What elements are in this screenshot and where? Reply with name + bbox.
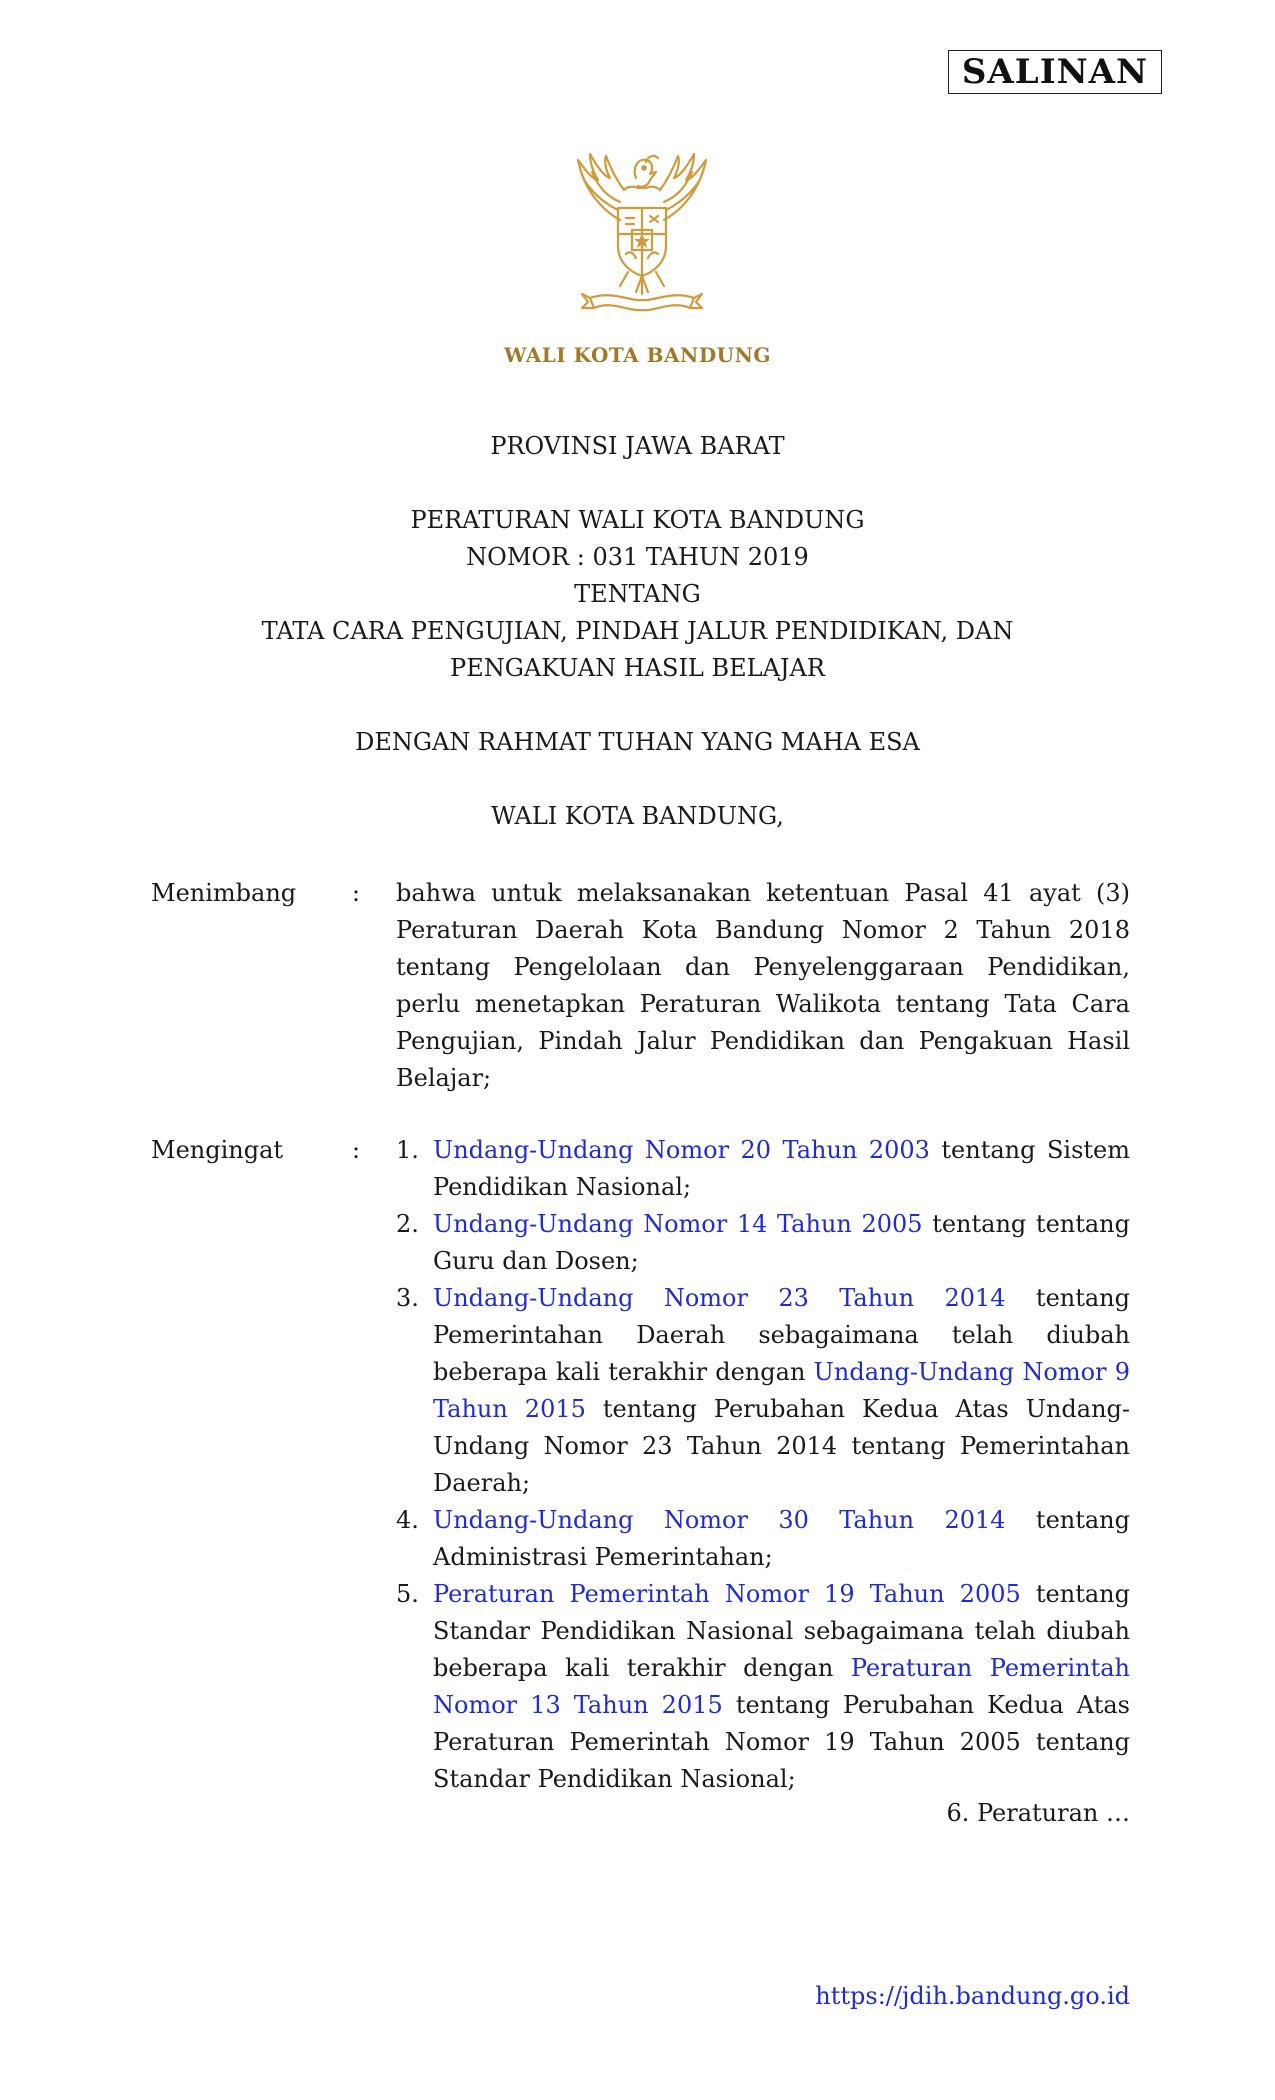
item-text: tentang tentang Guru dan Dosen; [433, 1210, 1131, 1275]
item-number: 5. [396, 1580, 419, 1608]
amendment-reference-link[interactable]: Undang-Undang Nomor 9 Tahun 2015 [433, 1358, 1131, 1423]
item-text: tentang Sistem Pendidikan Nasional; [433, 1136, 1131, 1201]
title-line-2: PENGAKUAN HASIL BELAJAR [450, 654, 825, 682]
item-number: 1. [396, 1136, 419, 1164]
item-text: tentang Perubahan Kedua Atas Undang-Undang Nomor 23 Tahun 2014 tentang Pemerintahan Daerah; [433, 1395, 1130, 1497]
about-heading: TENTANG [574, 580, 701, 608]
item-number: 3. [396, 1284, 419, 1312]
menimbang-text: bahwa untuk melaksanakan ketentuan Pasal 41 ayat (3) Peraturan Daerah Kota Bandung Nomor 2 Tahun 2018 tentang Pengelolaan dan Penyelenggaraan Pendidikan, perlu menetapkan Peraturan Walikota tentang Tata Cara Pengujian, Pindah Jalur Pendidikan dan Pengakuan Hasil Belajar; [396, 879, 1130, 1092]
mengingat-label: Mengingat [151, 1136, 284, 1164]
garuda-emblem-icon [562, 150, 722, 320]
issuer-heading: WALI KOTA BANDUNG, [491, 802, 784, 830]
menimbang-colon: : [352, 879, 361, 907]
seal-label: WALI KOTA BANDUNG [504, 343, 771, 367]
item-number: 4. [396, 1506, 419, 1534]
title-line-1: TATA CARA PENGUJIAN, PINDAH JALUR PENDIDIKAN, DAN [261, 617, 1014, 645]
mengingat-item-4 [396, 1502, 1130, 1576]
law-reference-link[interactable]: Peraturan Pemerintah Nomor 19 Tahun 2005 [433, 1580, 1021, 1608]
footer-url-link[interactable]: https://jdih.bandung.go.id [815, 1982, 1130, 2010]
province-heading: PROVINSI JAWA BARAT [490, 432, 785, 460]
salinan-stamp: SALINAN [948, 50, 1162, 94]
mengingat-item-5 [396, 1576, 1130, 1798]
page-continuation: 6. Peraturan … [946, 1799, 1130, 1827]
mengingat-colon: : [352, 1136, 361, 1164]
law-reference-link[interactable]: Undang-Undang Nomor 23 Tahun 2014 [433, 1284, 1006, 1312]
law-reference-link[interactable]: Undang-Undang Nomor 30 Tahun 2014 [433, 1506, 1006, 1534]
regulation-heading: PERATURAN WALI KOTA BANDUNG [410, 506, 865, 534]
law-reference-link[interactable]: Undang-Undang Nomor 14 Tahun 2005 [433, 1210, 923, 1238]
mengingat-item-1 [396, 1132, 1130, 1206]
item-text: tentang Administrasi Pemerintahan; [433, 1506, 1131, 1571]
law-reference-link[interactable]: Undang-Undang Nomor 20 Tahun 2003 [433, 1136, 930, 1164]
invocation-heading: DENGAN RAHMAT TUHAN YANG MAHA ESA [355, 728, 920, 756]
item-text: tentang Perubahan Kedua Atas Peraturan Pemerintah Nomor 19 Tahun 2005 tentang Standar Pendidikan Nasional; [433, 1691, 1130, 1793]
mengingat-item-3 [396, 1280, 1130, 1502]
amendment-reference-link[interactable]: Peraturan Pemerintah Nomor 13 Tahun 2015 [433, 1654, 1130, 1719]
mengingat-item-2 [396, 1206, 1130, 1280]
menimbang-label: Menimbang [151, 879, 297, 907]
regulation-number: NOMOR : 031 TAHUN 2019 [466, 543, 809, 571]
mengingat-list [396, 1132, 1130, 1798]
item-text: tentang Standar Pendidikan Nasional sebagaimana telah diubah beberapa kali terakhir dengan [433, 1580, 1130, 1682]
item-number: 2. [396, 1210, 419, 1238]
item-text: tentang Pemerintahan Daerah sebagaimana telah diubah beberapa kali terakhir dengan [433, 1284, 1131, 1386]
